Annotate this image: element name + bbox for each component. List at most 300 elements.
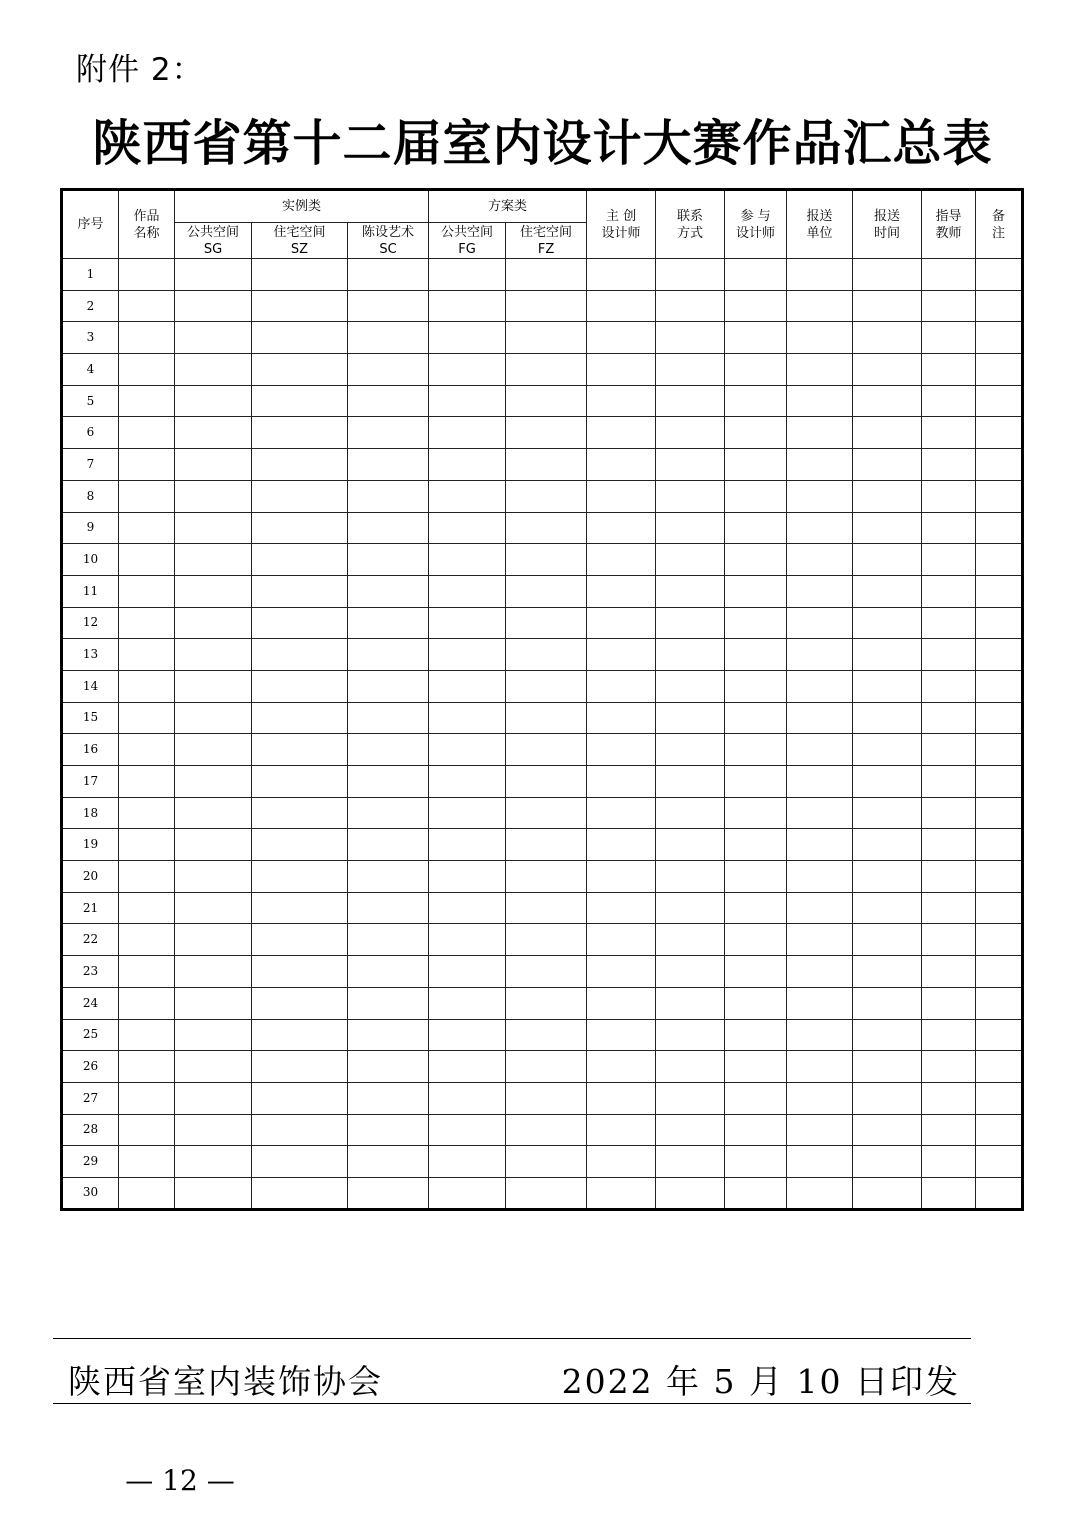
table-cell[interactable] — [922, 322, 976, 354]
table-cell[interactable] — [587, 829, 656, 861]
table-cell[interactable] — [656, 480, 725, 512]
table-cell[interactable] — [175, 797, 252, 829]
table-cell[interactable] — [587, 766, 656, 798]
table-cell[interactable] — [175, 544, 252, 576]
table-cell[interactable] — [175, 385, 252, 417]
table-cell[interactable] — [119, 512, 175, 544]
table-cell[interactable] — [853, 1082, 922, 1114]
table-cell[interactable] — [429, 639, 506, 671]
table-cell[interactable] — [587, 354, 656, 386]
table-cell[interactable] — [506, 734, 587, 766]
table-cell[interactable] — [506, 797, 587, 829]
table-cell[interactable] — [787, 829, 853, 861]
table-cell[interactable] — [587, 417, 656, 449]
table-cell[interactable] — [175, 987, 252, 1019]
table-cell[interactable] — [506, 544, 587, 576]
table-cell[interactable] — [587, 322, 656, 354]
table-cell[interactable] — [429, 702, 506, 734]
table-cell[interactable] — [656, 924, 725, 956]
table-cell[interactable] — [506, 956, 587, 988]
table-cell[interactable] — [725, 385, 787, 417]
table-cell[interactable] — [429, 766, 506, 798]
table-cell[interactable] — [656, 639, 725, 671]
table-cell[interactable] — [348, 892, 429, 924]
table-cell[interactable] — [656, 322, 725, 354]
table-cell[interactable] — [725, 797, 787, 829]
table-cell[interactable] — [976, 797, 1023, 829]
table-cell[interactable] — [725, 766, 787, 798]
table-cell[interactable] — [175, 290, 252, 322]
table-cell[interactable] — [725, 259, 787, 291]
table-cell[interactable] — [787, 354, 853, 386]
table-cell[interactable] — [119, 956, 175, 988]
table-cell[interactable] — [175, 1019, 252, 1051]
table-cell[interactable] — [656, 1114, 725, 1146]
table-cell[interactable] — [787, 734, 853, 766]
table-cell[interactable] — [348, 322, 429, 354]
table-cell[interactable] — [922, 861, 976, 893]
table-cell[interactable] — [787, 607, 853, 639]
table-cell[interactable] — [922, 480, 976, 512]
table-cell[interactable] — [922, 702, 976, 734]
table-cell[interactable] — [429, 956, 506, 988]
table-cell[interactable] — [853, 861, 922, 893]
table-cell[interactable] — [506, 385, 587, 417]
table-cell[interactable] — [787, 1146, 853, 1178]
table-cell[interactable] — [656, 385, 725, 417]
table-cell[interactable] — [119, 385, 175, 417]
table-cell[interactable] — [252, 417, 348, 449]
table-cell[interactable] — [119, 861, 175, 893]
table-cell[interactable] — [348, 1051, 429, 1083]
table-cell[interactable] — [587, 512, 656, 544]
table-cell[interactable] — [976, 861, 1023, 893]
table-cell[interactable] — [429, 417, 506, 449]
table-cell[interactable] — [787, 322, 853, 354]
table-cell[interactable] — [252, 1051, 348, 1083]
table-cell[interactable] — [348, 797, 429, 829]
table-cell[interactable] — [853, 1177, 922, 1209]
table-cell[interactable] — [348, 766, 429, 798]
table-cell[interactable] — [725, 1146, 787, 1178]
table-cell[interactable] — [175, 1114, 252, 1146]
table-cell[interactable] — [506, 354, 587, 386]
table-cell[interactable] — [656, 512, 725, 544]
table-cell[interactable] — [853, 417, 922, 449]
table-cell[interactable] — [506, 480, 587, 512]
table-cell[interactable] — [252, 924, 348, 956]
table-cell[interactable] — [429, 354, 506, 386]
table-cell[interactable] — [725, 417, 787, 449]
table-cell[interactable] — [725, 892, 787, 924]
table-cell[interactable] — [429, 797, 506, 829]
table-cell[interactable] — [787, 797, 853, 829]
table-cell[interactable] — [725, 956, 787, 988]
table-cell[interactable] — [175, 575, 252, 607]
table-cell[interactable] — [119, 924, 175, 956]
table-cell[interactable] — [429, 575, 506, 607]
table-cell[interactable] — [587, 1082, 656, 1114]
table-cell[interactable] — [506, 702, 587, 734]
table-cell[interactable] — [853, 480, 922, 512]
table-cell[interactable] — [725, 924, 787, 956]
table-cell[interactable] — [853, 829, 922, 861]
table-cell[interactable] — [725, 480, 787, 512]
table-cell[interactable] — [252, 1114, 348, 1146]
table-cell[interactable] — [252, 512, 348, 544]
table-cell[interactable] — [725, 1082, 787, 1114]
table-cell[interactable] — [922, 512, 976, 544]
table-cell[interactable] — [348, 670, 429, 702]
table-cell[interactable] — [175, 417, 252, 449]
table-cell[interactable] — [587, 449, 656, 481]
table-cell[interactable] — [787, 417, 853, 449]
table-cell[interactable] — [725, 829, 787, 861]
table-cell[interactable] — [787, 702, 853, 734]
table-cell[interactable] — [976, 1114, 1023, 1146]
table-cell[interactable] — [506, 290, 587, 322]
table-cell[interactable] — [787, 892, 853, 924]
table-cell[interactable] — [922, 924, 976, 956]
table-cell[interactable] — [506, 417, 587, 449]
table-cell[interactable] — [119, 892, 175, 924]
table-cell[interactable] — [853, 766, 922, 798]
table-cell[interactable] — [922, 1082, 976, 1114]
table-cell[interactable] — [175, 322, 252, 354]
table-cell[interactable] — [976, 670, 1023, 702]
table-cell[interactable] — [976, 702, 1023, 734]
table-cell[interactable] — [252, 607, 348, 639]
table-cell[interactable] — [175, 1082, 252, 1114]
table-cell[interactable] — [656, 734, 725, 766]
table-cell[interactable] — [922, 544, 976, 576]
table-cell[interactable] — [787, 861, 853, 893]
table-cell[interactable] — [787, 512, 853, 544]
table-cell[interactable] — [656, 354, 725, 386]
table-cell[interactable] — [976, 354, 1023, 386]
table-cell[interactable] — [656, 259, 725, 291]
table-cell[interactable] — [853, 575, 922, 607]
table-cell[interactable] — [725, 354, 787, 386]
table-cell[interactable] — [506, 322, 587, 354]
table-cell[interactable] — [976, 987, 1023, 1019]
table-cell[interactable] — [853, 322, 922, 354]
table-cell[interactable] — [252, 1082, 348, 1114]
table-cell[interactable] — [976, 449, 1023, 481]
table-cell[interactable] — [175, 1146, 252, 1178]
table-cell[interactable] — [725, 861, 787, 893]
table-cell[interactable] — [348, 1082, 429, 1114]
table-cell[interactable] — [175, 956, 252, 988]
table-cell[interactable] — [656, 670, 725, 702]
table-cell[interactable] — [853, 607, 922, 639]
table-cell[interactable] — [922, 734, 976, 766]
table-cell[interactable] — [922, 956, 976, 988]
table-cell[interactable] — [787, 766, 853, 798]
table-cell[interactable] — [429, 1177, 506, 1209]
table-cell[interactable] — [348, 354, 429, 386]
table-cell[interactable] — [348, 861, 429, 893]
table-cell[interactable] — [922, 1019, 976, 1051]
table-cell[interactable] — [252, 575, 348, 607]
table-cell[interactable] — [119, 575, 175, 607]
table-cell[interactable] — [587, 259, 656, 291]
table-cell[interactable] — [252, 322, 348, 354]
table-cell[interactable] — [348, 924, 429, 956]
table-cell[interactable] — [976, 829, 1023, 861]
table-cell[interactable] — [119, 544, 175, 576]
table-cell[interactable] — [429, 1019, 506, 1051]
table-cell[interactable] — [853, 892, 922, 924]
table-cell[interactable] — [787, 1177, 853, 1209]
table-cell[interactable] — [976, 1146, 1023, 1178]
table-cell[interactable] — [725, 639, 787, 671]
table-cell[interactable] — [922, 1146, 976, 1178]
table-cell[interactable] — [976, 480, 1023, 512]
table-cell[interactable] — [976, 1019, 1023, 1051]
table-cell[interactable] — [348, 512, 429, 544]
table-cell[interactable] — [787, 956, 853, 988]
table-cell[interactable] — [587, 924, 656, 956]
table-cell[interactable] — [587, 861, 656, 893]
table-cell[interactable] — [119, 766, 175, 798]
table-cell[interactable] — [252, 861, 348, 893]
table-cell[interactable] — [587, 670, 656, 702]
table-cell[interactable] — [252, 702, 348, 734]
table-cell[interactable] — [922, 1177, 976, 1209]
table-cell[interactable] — [252, 1177, 348, 1209]
table-cell[interactable] — [853, 385, 922, 417]
table-cell[interactable] — [853, 1019, 922, 1051]
table-cell[interactable] — [587, 797, 656, 829]
table-cell[interactable] — [119, 829, 175, 861]
table-cell[interactable] — [506, 607, 587, 639]
table-cell[interactable] — [348, 607, 429, 639]
table-cell[interactable] — [429, 1114, 506, 1146]
table-cell[interactable] — [587, 1114, 656, 1146]
table-cell[interactable] — [725, 322, 787, 354]
table-cell[interactable] — [429, 449, 506, 481]
table-cell[interactable] — [787, 1082, 853, 1114]
table-cell[interactable] — [506, 1114, 587, 1146]
table-cell[interactable] — [656, 829, 725, 861]
table-cell[interactable] — [119, 480, 175, 512]
table-cell[interactable] — [656, 1146, 725, 1178]
table-cell[interactable] — [348, 449, 429, 481]
table-cell[interactable] — [922, 797, 976, 829]
table-cell[interactable] — [976, 639, 1023, 671]
table-cell[interactable] — [429, 544, 506, 576]
table-cell[interactable] — [587, 607, 656, 639]
table-cell[interactable] — [119, 1082, 175, 1114]
table-cell[interactable] — [656, 702, 725, 734]
table-cell[interactable] — [506, 449, 587, 481]
table-cell[interactable] — [725, 1051, 787, 1083]
table-cell[interactable] — [976, 1177, 1023, 1209]
table-cell[interactable] — [348, 734, 429, 766]
table-cell[interactable] — [506, 861, 587, 893]
table-cell[interactable] — [656, 575, 725, 607]
table-cell[interactable] — [506, 639, 587, 671]
table-cell[interactable] — [853, 702, 922, 734]
table-cell[interactable] — [787, 385, 853, 417]
table-cell[interactable] — [429, 480, 506, 512]
table-cell[interactable] — [506, 575, 587, 607]
table-cell[interactable] — [587, 480, 656, 512]
table-cell[interactable] — [656, 607, 725, 639]
table-cell[interactable] — [119, 987, 175, 1019]
table-cell[interactable] — [252, 639, 348, 671]
table-cell[interactable] — [853, 449, 922, 481]
table-cell[interactable] — [252, 987, 348, 1019]
table-cell[interactable] — [787, 449, 853, 481]
table-cell[interactable] — [348, 639, 429, 671]
table-cell[interactable] — [506, 924, 587, 956]
table-cell[interactable] — [429, 322, 506, 354]
table-cell[interactable] — [506, 1051, 587, 1083]
table-cell[interactable] — [175, 512, 252, 544]
table-cell[interactable] — [787, 544, 853, 576]
table-cell[interactable] — [922, 449, 976, 481]
table-cell[interactable] — [252, 259, 348, 291]
table-cell[interactable] — [252, 829, 348, 861]
table-cell[interactable] — [506, 1177, 587, 1209]
table-cell[interactable] — [656, 956, 725, 988]
table-cell[interactable] — [429, 1082, 506, 1114]
table-cell[interactable] — [119, 797, 175, 829]
table-cell[interactable] — [656, 1051, 725, 1083]
table-cell[interactable] — [922, 639, 976, 671]
table-cell[interactable] — [976, 607, 1023, 639]
table-cell[interactable] — [787, 575, 853, 607]
table-cell[interactable] — [119, 1051, 175, 1083]
table-cell[interactable] — [175, 702, 252, 734]
table-cell[interactable] — [175, 259, 252, 291]
table-cell[interactable] — [922, 670, 976, 702]
table-cell[interactable] — [119, 1019, 175, 1051]
table-cell[interactable] — [252, 544, 348, 576]
table-cell[interactable] — [922, 987, 976, 1019]
table-cell[interactable] — [587, 956, 656, 988]
table-cell[interactable] — [175, 924, 252, 956]
table-cell[interactable] — [725, 449, 787, 481]
table-cell[interactable] — [252, 797, 348, 829]
table-cell[interactable] — [348, 987, 429, 1019]
table-cell[interactable] — [922, 417, 976, 449]
table-cell[interactable] — [725, 575, 787, 607]
table-cell[interactable] — [853, 1051, 922, 1083]
table-cell[interactable] — [429, 607, 506, 639]
table-cell[interactable] — [175, 449, 252, 481]
table-cell[interactable] — [506, 1019, 587, 1051]
table-cell[interactable] — [348, 417, 429, 449]
table-cell[interactable] — [429, 829, 506, 861]
table-cell[interactable] — [725, 607, 787, 639]
table-cell[interactable] — [853, 734, 922, 766]
table-cell[interactable] — [656, 544, 725, 576]
table-cell[interactable] — [725, 1114, 787, 1146]
table-cell[interactable] — [506, 1082, 587, 1114]
table-cell[interactable] — [656, 1019, 725, 1051]
table-cell[interactable] — [348, 385, 429, 417]
table-cell[interactable] — [119, 1114, 175, 1146]
table-cell[interactable] — [976, 892, 1023, 924]
table-cell[interactable] — [976, 544, 1023, 576]
table-cell[interactable] — [429, 385, 506, 417]
table-cell[interactable] — [506, 670, 587, 702]
table-cell[interactable] — [853, 797, 922, 829]
table-cell[interactable] — [119, 702, 175, 734]
table-cell[interactable] — [252, 385, 348, 417]
table-cell[interactable] — [506, 259, 587, 291]
table-cell[interactable] — [587, 1019, 656, 1051]
table-cell[interactable] — [922, 892, 976, 924]
table-cell[interactable] — [252, 734, 348, 766]
table-cell[interactable] — [429, 734, 506, 766]
table-cell[interactable] — [853, 639, 922, 671]
table-cell[interactable] — [587, 575, 656, 607]
table-cell[interactable] — [119, 259, 175, 291]
table-cell[interactable] — [429, 1146, 506, 1178]
table-cell[interactable] — [922, 385, 976, 417]
table-cell[interactable] — [119, 354, 175, 386]
table-cell[interactable] — [853, 987, 922, 1019]
table-cell[interactable] — [587, 1051, 656, 1083]
table-cell[interactable] — [656, 987, 725, 1019]
table-cell[interactable] — [976, 734, 1023, 766]
table-cell[interactable] — [587, 1146, 656, 1178]
table-cell[interactable] — [506, 829, 587, 861]
table-cell[interactable] — [976, 766, 1023, 798]
table-cell[interactable] — [725, 1019, 787, 1051]
table-cell[interactable] — [922, 766, 976, 798]
table-cell[interactable] — [725, 702, 787, 734]
table-cell[interactable] — [725, 544, 787, 576]
table-cell[interactable] — [787, 639, 853, 671]
table-cell[interactable] — [506, 512, 587, 544]
table-cell[interactable] — [175, 607, 252, 639]
table-cell[interactable] — [853, 956, 922, 988]
table-cell[interactable] — [348, 544, 429, 576]
table-cell[interactable] — [587, 987, 656, 1019]
table-cell[interactable] — [175, 1177, 252, 1209]
table-cell[interactable] — [853, 670, 922, 702]
table-cell[interactable] — [976, 512, 1023, 544]
table-cell[interactable] — [922, 290, 976, 322]
table-cell[interactable] — [587, 1177, 656, 1209]
table-cell[interactable] — [787, 1051, 853, 1083]
table-cell[interactable] — [348, 1177, 429, 1209]
table-cell[interactable] — [175, 1051, 252, 1083]
table-cell[interactable] — [119, 417, 175, 449]
table-cell[interactable] — [656, 417, 725, 449]
table-cell[interactable] — [119, 607, 175, 639]
table-cell[interactable] — [725, 734, 787, 766]
table-cell[interactable] — [853, 1146, 922, 1178]
table-cell[interactable] — [175, 766, 252, 798]
table-cell[interactable] — [348, 956, 429, 988]
table-cell[interactable] — [252, 956, 348, 988]
table-cell[interactable] — [429, 1051, 506, 1083]
table-cell[interactable] — [976, 1082, 1023, 1114]
table-cell[interactable] — [656, 797, 725, 829]
table-cell[interactable] — [976, 385, 1023, 417]
table-cell[interactable] — [853, 259, 922, 291]
table-cell[interactable] — [429, 987, 506, 1019]
table-cell[interactable] — [348, 702, 429, 734]
table-cell[interactable] — [853, 1114, 922, 1146]
table-cell[interactable] — [252, 892, 348, 924]
